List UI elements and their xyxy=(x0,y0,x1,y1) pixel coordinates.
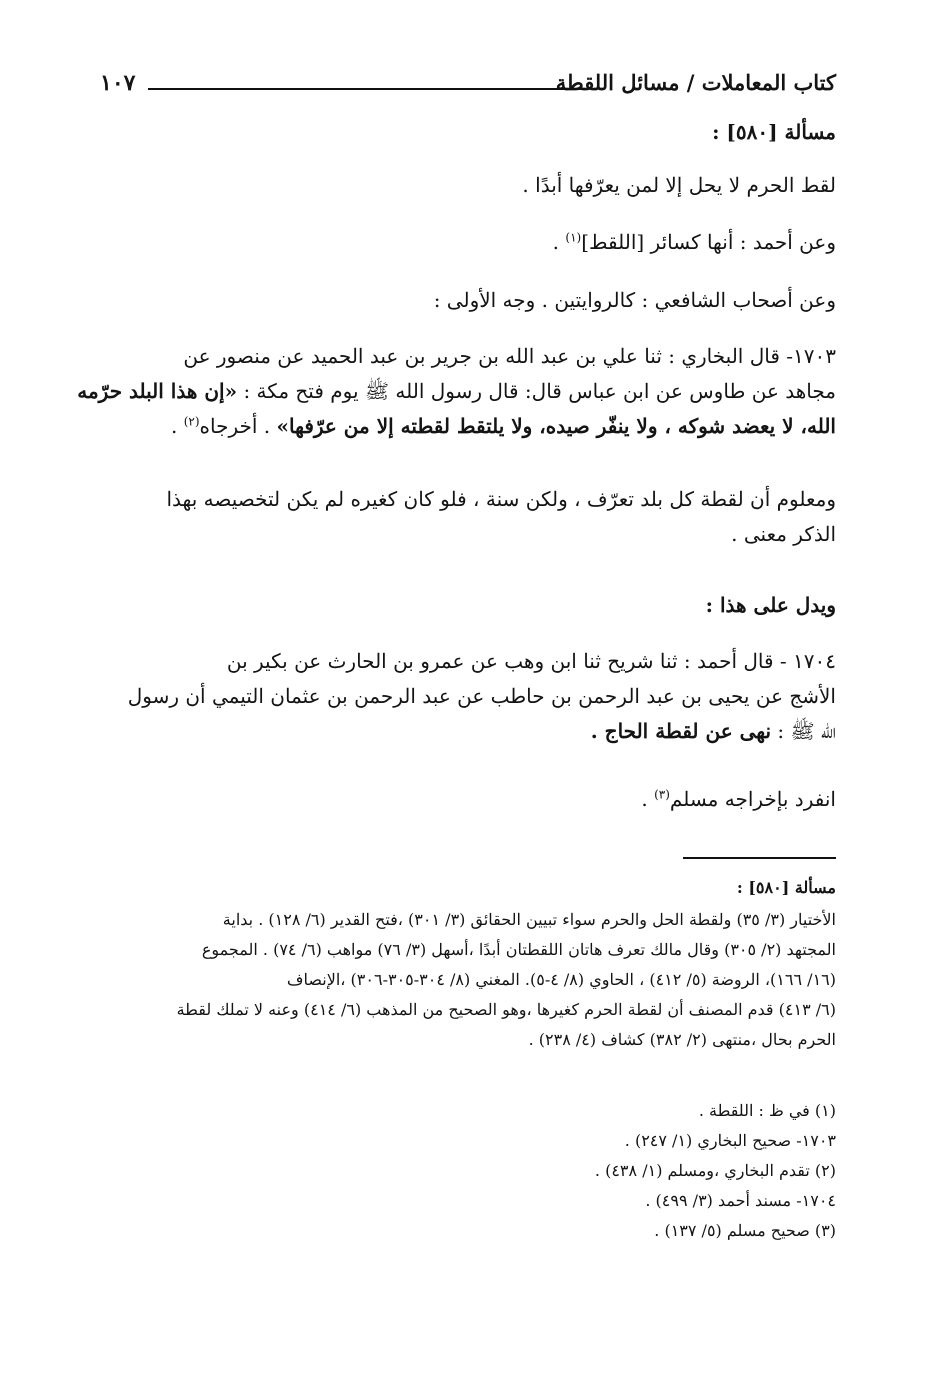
hadith-1703 xyxy=(77,339,836,444)
hadith-1703-end: . xyxy=(170,414,184,438)
paragraph-muslim-end: . xyxy=(641,787,655,811)
paragraph-ruling-text: لقط الحرم لا يحل إلا لمن يعرّفها أبدًا . xyxy=(522,173,836,197)
hadith-1704-line-2: الأشج عن يحيى بن عبد الرحمن بن حاطب عن عبد الرحمن بن عثمان التيمي أن رسول xyxy=(127,684,836,708)
footnote-marker-3: (٣) xyxy=(654,787,670,802)
footnote-note: (٢) تقدم البخاري ،ومسلم (١/ ٤٣٨) . xyxy=(594,1161,836,1180)
footnote-reference-line: الأختيار (٣/ ٣٥) ولقطة الحل والحرم سواء تبيين الحقائق (٣/ ٣٠١) ،فتح القدير (٦/ ١٢٨) . بداية xyxy=(222,910,836,929)
footnote-note: ١٧٠٣- صحيح البخاري (١/ ٢٤٧) . xyxy=(624,1131,836,1150)
paragraph-shafii-view: وعن أصحاب الشافعي : كالروايتين . وجه الأولى : xyxy=(433,288,836,312)
issue-heading: مسألة [٥٨٠] : xyxy=(712,120,836,144)
paragraph-reasoning-line-1: ومعلوم أن لقطة كل بلد تعرّف ، ولكن سنة ، فلو كان كغيره لم يكن لتخصيصه بهذا xyxy=(166,487,836,511)
footnote-notes xyxy=(100,1096,836,1246)
paragraph-ahmad-end: . xyxy=(552,230,566,254)
hadith-1703-chain: مجاهد عن طاوس عن ابن عباس قال: قال رسول الله ﷺ يوم فتح مكة : xyxy=(237,379,836,403)
paragraph-ahmad-text: وعن أحمد : أنها كسائر [اللقط] xyxy=(581,230,836,254)
page-number: ١٠٧ xyxy=(100,70,136,96)
footnote-marker-1: (١) xyxy=(565,230,582,245)
paragraph-reasoning-line-2: الذكر معنى . xyxy=(731,522,836,546)
hadith-1703-line-1: ١٧٠٣- قال البخاري : ثنا علي بن عبد الله بن جرير بن عبد الحميد عن منصور عن xyxy=(183,344,836,368)
footnote-note: ١٧٠٤- مسند أحمد (٣/ ٤٩٩) . xyxy=(645,1191,836,1210)
footnote-reference-line: الحرم بحال ،منتهى (٢/ ٣٨٢) كشاف (٤/ ٢٣٨) . xyxy=(528,1030,836,1049)
hadith-1704-line-1: ١٧٠٤ - قال أحمد : ثنا شريح ثنا ابن وهب عن عمرو بن الحارث عن بكير بن xyxy=(226,649,836,673)
hadith-1703-matn-end: الله، لا يعضد شوكه ، ولا ينفّر صيده، ولا يلتقط لقطته إلا من عرّفها» xyxy=(276,414,836,438)
evidence-heading: ويدل على هذا : xyxy=(705,593,836,617)
hadith-1703-line-3 xyxy=(100,409,836,444)
hadith-1704 xyxy=(100,644,836,749)
running-title: كتاب المعاملات / مسائل اللقطة xyxy=(555,70,836,95)
hadith-1704-matn: نهى عن لقطة الحاج . xyxy=(590,719,772,743)
hadith-1703-matn-start: «إن هذا البلد حرّمه xyxy=(77,379,238,403)
footnote-note: (١) في ظ : اللقطة . xyxy=(698,1101,836,1120)
footnote-reference-line: (٦/ ٤١٣) قدم المصنف أن لقطة الحرم كغيرها ،وهو الصحيح من المذهب (٦/ ٤١٤) وعنه لا تملك لقطة xyxy=(176,1000,836,1019)
footnote-note: (٣) صحيح مسلم (٥/ ١٣٧) . xyxy=(654,1221,836,1240)
hadith-1703-line-2 xyxy=(77,374,836,409)
paragraph-muslim-text: انفرد بإخراجه مسلم xyxy=(669,787,836,811)
footnote-reference-line: (١٦/ ١٦٦)، الروضة (٥/ ٤١٢) ، الحاوي (٨/ ٤-٥). المغني (٨/ ٣٠٤-٣٠٥-٣٠٦) ،الإنصاف xyxy=(286,970,836,989)
paragraph-ruling xyxy=(100,168,836,203)
paragraph-muslim-only xyxy=(100,782,836,817)
footnote-references xyxy=(100,905,836,1055)
hadith-1704-prophet: الله ﷺ : xyxy=(771,719,836,743)
footnote-heading: مسألة [٥٨٠] : xyxy=(736,878,836,897)
footnote-marker-2: (٢) xyxy=(183,414,200,429)
page-header xyxy=(100,70,836,106)
header-rule xyxy=(148,88,586,90)
hadith-1704-line-3 xyxy=(100,714,836,749)
paragraph-reasoning xyxy=(100,482,836,552)
paragraph-ahmad-view xyxy=(100,225,836,260)
footnote-reference-line: المجتهد (٢/ ٣٠٥) وقال مالك تعرف هاتان اللقطتان أبدًا ،أسهل (٣/ ٧٦) مواهب (٦/ ٧٤) . المجموع xyxy=(201,940,836,959)
footnote-separator xyxy=(683,857,836,859)
hadith-1703-source: . أخرجاه xyxy=(199,414,277,438)
